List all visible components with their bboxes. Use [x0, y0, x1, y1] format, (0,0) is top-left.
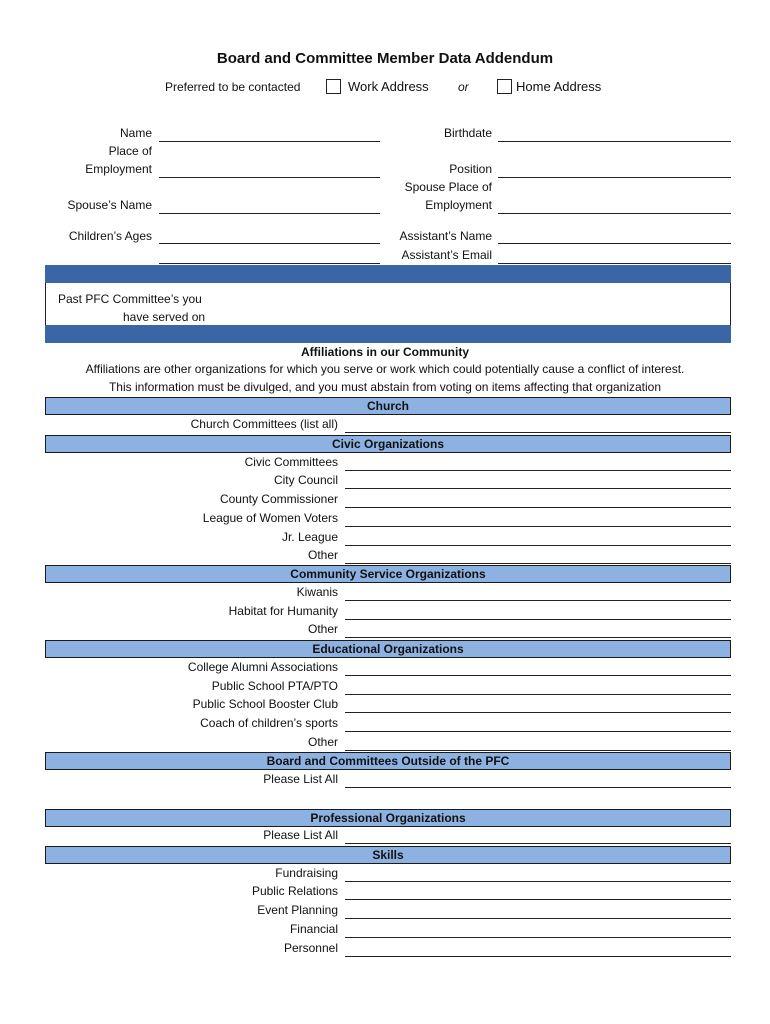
public-relations-field[interactable] — [345, 899, 731, 900]
children-ages-label: Children’s Ages — [68, 229, 152, 243]
divider-band-bottom — [45, 325, 731, 343]
section-skills: Skills — [45, 846, 731, 864]
affiliations-heading: Affiliations in our Community — [301, 345, 469, 359]
community-other-label: Other — [307, 622, 338, 636]
county-commissioner-label: County Commissioner — [219, 492, 338, 506]
employment-field[interactable] — [159, 177, 380, 178]
jr-league-field[interactable] — [345, 545, 731, 546]
home-address-label: Home Address — [516, 79, 602, 94]
section-educational: Educational Organizations — [45, 640, 731, 658]
college-alumni-label: College Alumni Associations — [187, 660, 338, 674]
affiliations-description-2: This information must be divulged, and you must abstain from voting on items affecting that organization — [108, 380, 662, 394]
educational-other-field[interactable] — [345, 750, 731, 751]
college-alumni-field[interactable] — [345, 675, 731, 676]
boards-list-field[interactable] — [345, 787, 731, 788]
pta-pto-label: Public School PTA/PTO — [211, 679, 338, 693]
professional-list-field[interactable] — [345, 843, 731, 844]
professional-list-label: Please List All — [263, 828, 338, 842]
section-professional: Professional Organizations — [45, 809, 731, 827]
assistant-email-label: Assistant’s Email — [401, 248, 492, 262]
position-field[interactable] — [498, 177, 731, 178]
league-women-voters-field[interactable] — [345, 526, 731, 527]
church-committees-field[interactable] — [345, 432, 731, 433]
name-field[interactable] — [159, 141, 380, 142]
financial-label: Financial — [289, 922, 338, 936]
birthdate-field[interactable] — [498, 141, 731, 142]
kiwanis-label: Kiwanis — [296, 585, 338, 599]
children-ages-field-2[interactable] — [159, 263, 380, 264]
assistant-name-field[interactable] — [498, 243, 731, 244]
page-title: Board and Committee Member Data Addendum — [216, 50, 554, 67]
booster-club-field[interactable] — [345, 712, 731, 713]
children-ages-field[interactable] — [159, 243, 380, 244]
name-label: Name — [119, 126, 152, 140]
spouse-employment-label: Employment — [425, 198, 492, 212]
personnel-label: Personnel — [283, 941, 338, 955]
pta-pto-field[interactable] — [345, 694, 731, 695]
assistant-email-field[interactable] — [498, 263, 731, 264]
divider-band-top — [45, 265, 731, 283]
civic-other-field[interactable] — [345, 563, 731, 564]
assistant-name-label: Assistant’s Name — [399, 229, 492, 243]
home-address-checkbox[interactable] — [497, 79, 512, 94]
boards-list-label: Please List All — [263, 772, 338, 786]
section-church: Church — [45, 397, 731, 415]
section-community-service: Community Service Organizations — [45, 565, 731, 583]
section-boards-outside: Board and Committees Outside of the PFC — [45, 752, 731, 770]
employment-label: Employment — [85, 162, 152, 176]
spouse-employment-field[interactable] — [498, 213, 731, 214]
work-address-checkbox[interactable] — [326, 79, 341, 94]
city-council-field[interactable] — [345, 488, 731, 489]
past-committees-label-2: have served on — [123, 310, 206, 324]
event-planning-field[interactable] — [345, 918, 731, 919]
position-label: Position — [449, 162, 492, 176]
or-label: or — [458, 80, 469, 94]
educational-other-label: Other — [307, 735, 338, 749]
habitat-field[interactable] — [345, 619, 731, 620]
city-council-label: City Council — [273, 473, 338, 487]
coach-sports-field[interactable] — [345, 731, 731, 732]
civic-other-label: Other — [307, 548, 338, 562]
community-other-field[interactable] — [345, 637, 731, 638]
fundraising-label: Fundraising — [275, 866, 338, 880]
spouse-name-field[interactable] — [159, 213, 380, 214]
league-women-voters-label: League of Women Voters — [202, 511, 338, 525]
fundraising-field[interactable] — [345, 881, 731, 882]
habitat-label: Habitat for Humanity — [228, 604, 338, 618]
coach-sports-label: Coach of children’s sports — [200, 716, 338, 730]
contact-preference-label: Preferred to be contacted — [165, 80, 301, 94]
financial-field[interactable] — [345, 937, 731, 938]
civic-committees-field[interactable] — [345, 470, 731, 471]
jr-league-label: Jr. League — [281, 530, 338, 544]
birthdate-label: Birthdate — [443, 126, 492, 140]
section-civic: Civic Organizations — [45, 435, 731, 453]
affiliations-description-1: Affiliations are other organizations for which you serve or work which could potentially cause a conflict of interest. — [85, 362, 685, 376]
civic-committees-label: Civic Committees — [244, 455, 338, 469]
event-planning-label: Event Planning — [257, 903, 338, 917]
work-address-label: Work Address — [348, 79, 429, 94]
public-relations-label: Public Relations — [251, 884, 338, 898]
spouse-name-label: Spouse’s Name — [67, 198, 152, 212]
place-of-label: Place of — [108, 144, 152, 158]
kiwanis-field[interactable] — [345, 600, 731, 601]
church-committees-label: Church Committees (list all) — [190, 417, 338, 431]
spouse-place-of-label: Spouse Place of — [404, 180, 492, 194]
county-commissioner-field[interactable] — [345, 507, 731, 508]
past-committees-label-1: Past PFC Committee’s you — [58, 292, 202, 306]
booster-club-label: Public School Booster Club — [192, 697, 338, 711]
personnel-field[interactable] — [345, 956, 731, 957]
